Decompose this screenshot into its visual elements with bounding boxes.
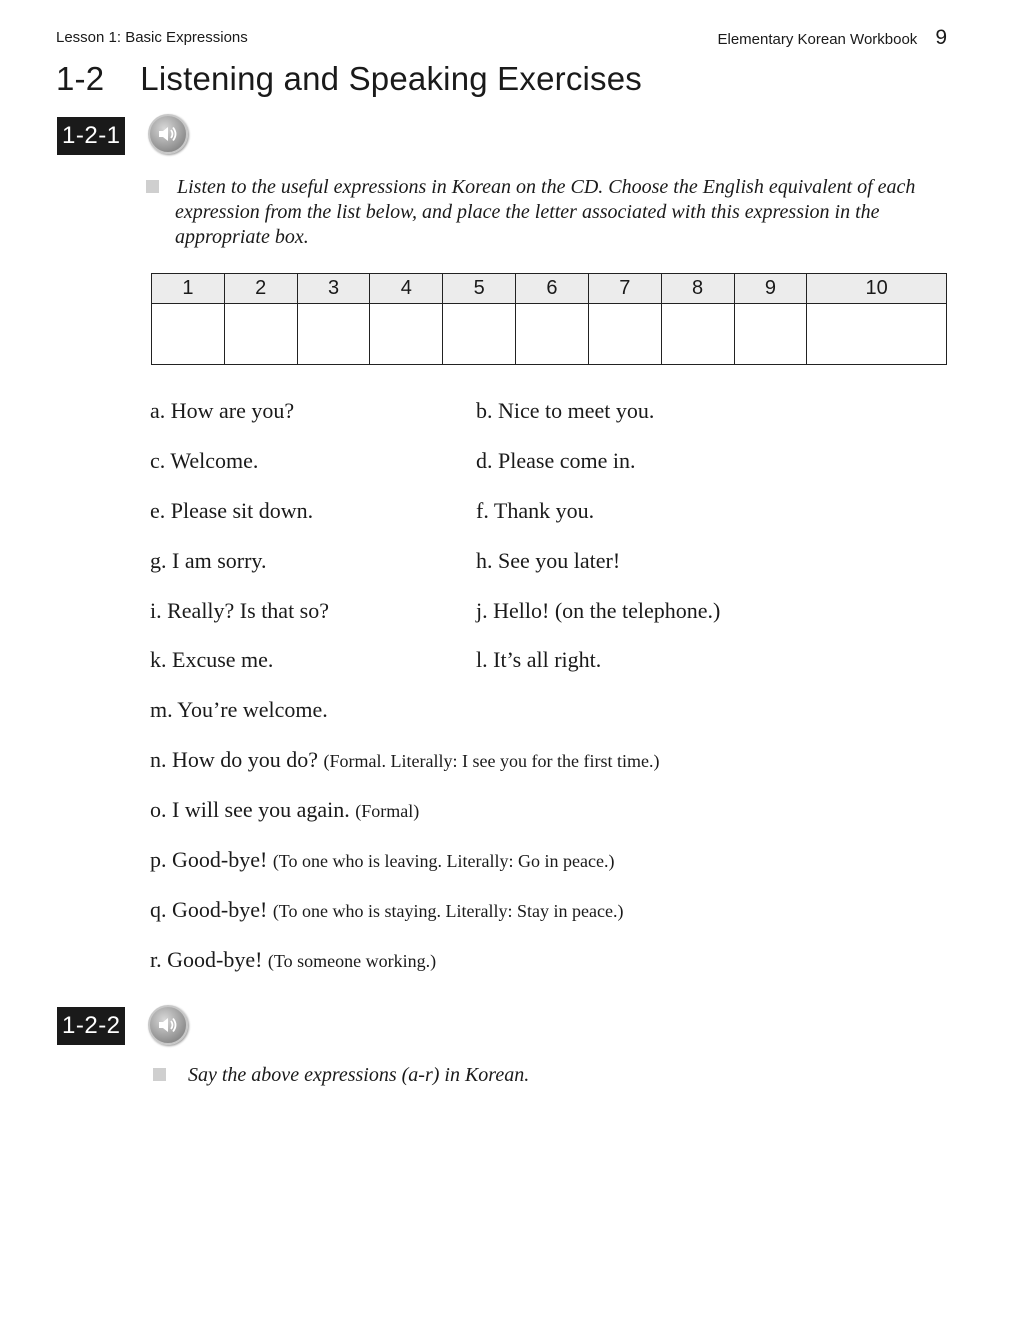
option-g: g. I am sorry. <box>150 548 267 573</box>
bullet-square-icon <box>146 180 159 193</box>
answer-col-header: 5 <box>443 274 516 304</box>
option-n <box>150 747 659 773</box>
option-p-note: (To one who is leaving. Literally: Go in peace.) <box>272 851 615 871</box>
option-e: e. Please sit down. <box>150 498 314 523</box>
exercise-tag-1-2-1: 1-2-1 <box>57 117 125 155</box>
option-k: k. Excuse me. <box>150 647 274 672</box>
answer-box[interactable] <box>588 304 661 365</box>
option-q-text: q. Good-bye! <box>150 897 268 922</box>
answer-box[interactable] <box>297 304 370 365</box>
page-number: 9 <box>935 26 947 49</box>
option-m: m. You’re welcome. <box>150 697 328 722</box>
answer-table-header-row <box>152 274 947 304</box>
option-h: h. See you later! <box>476 548 621 573</box>
answer-box[interactable] <box>516 304 589 365</box>
answer-table-input-row <box>152 304 947 365</box>
option-a: a. How are you? <box>150 398 295 423</box>
exercise2-instruction: Say the above expressions (a-r) in Korean. <box>188 1064 530 1086</box>
answer-box[interactable] <box>661 304 734 365</box>
option-b: b. Nice to meet you. <box>476 398 655 423</box>
answer-box[interactable] <box>807 304 947 365</box>
running-header-book: Elementary Korean Workbook <box>717 31 918 48</box>
section-heading: Listening and Speaking Exercises <box>140 60 643 97</box>
option-o-note: (Formal) <box>355 801 420 821</box>
running-header-lesson: Lesson 1: Basic Expressions <box>56 29 248 46</box>
section-title <box>56 60 642 98</box>
option-l: l. It’s all right. <box>476 647 602 672</box>
answer-box[interactable] <box>224 304 297 365</box>
exercise1-instruction: Listen to the useful expressions in Korean on the CD. Choose the English equivalent of each expression from the list below, and place the letter associated with this expression in the appropriate box. <box>175 176 916 248</box>
option-p <box>150 847 614 873</box>
option-c: c. Welcome. <box>150 448 259 473</box>
answer-col-header: 1 <box>152 274 225 304</box>
option-j: j. Hello! (on the telephone.) <box>476 598 721 623</box>
exercise-tag-1-2-2: 1-2-2 <box>57 1007 125 1045</box>
answer-col-header: 4 <box>370 274 443 304</box>
answer-col-header: 8 <box>661 274 734 304</box>
speaker-icon[interactable] <box>148 1005 188 1045</box>
option-q <box>150 897 623 923</box>
answer-col-header: 2 <box>224 274 297 304</box>
option-i: i. Really? Is that so? <box>150 598 330 623</box>
answer-box[interactable] <box>370 304 443 365</box>
option-n-text: n. How do you do? <box>150 747 319 772</box>
answer-box[interactable] <box>152 304 225 365</box>
running-header-right <box>717 26 947 50</box>
option-q-note: (To one who is staying. Literally: Stay in peace.) <box>272 901 624 921</box>
answer-box[interactable] <box>443 304 516 365</box>
option-r <box>150 947 436 973</box>
answer-box[interactable] <box>734 304 807 365</box>
option-f: f. Thank you. <box>476 498 595 523</box>
answer-col-header: 10 <box>807 274 947 304</box>
option-d: d. Please come in. <box>476 448 636 473</box>
bullet-square-icon <box>153 1068 166 1081</box>
section-number: 1-2 <box>56 60 105 97</box>
answer-col-header: 6 <box>516 274 589 304</box>
option-r-note: (To someone working.) <box>267 951 437 971</box>
answer-col-header: 9 <box>734 274 807 304</box>
option-n-note: (Formal. Literally: I see you for the first time.) <box>323 751 660 771</box>
option-o-text: o. I will see you again. <box>150 797 350 822</box>
speaker-icon[interactable] <box>148 114 188 154</box>
option-r-text: r. Good-bye! <box>150 947 263 972</box>
option-o <box>150 797 419 823</box>
answer-col-header: 7 <box>588 274 661 304</box>
answer-table <box>151 273 947 365</box>
option-p-text: p. Good-bye! <box>150 847 268 872</box>
answer-col-header: 3 <box>297 274 370 304</box>
